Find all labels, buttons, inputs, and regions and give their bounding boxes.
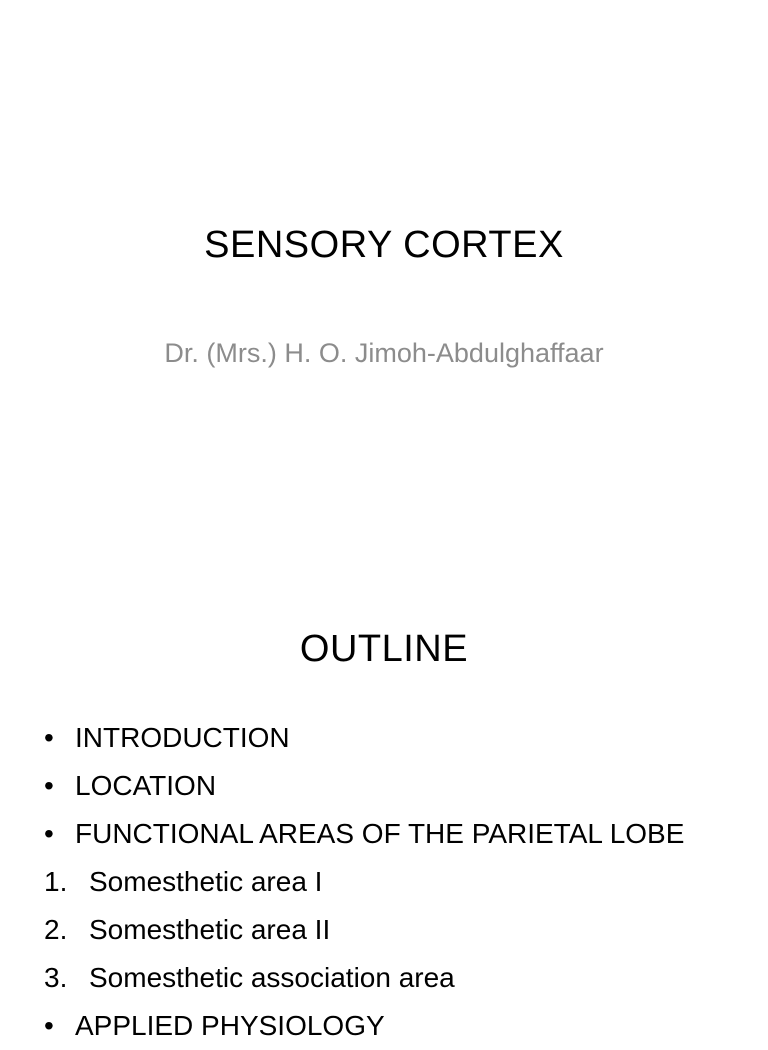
- outline-item-text: Somesthetic area I: [89, 866, 323, 897]
- bullet-marker: •: [44, 722, 54, 753]
- outline-item-text: Somesthetic association area: [89, 962, 455, 993]
- slide-subtitle: Dr. (Mrs.) H. O. Jimoh-Abdulghaffaar: [164, 338, 604, 368]
- bullet-marker: •: [44, 770, 54, 801]
- outline-item-text: Somesthetic area II: [89, 914, 331, 945]
- bullet-marker: •: [44, 1010, 54, 1041]
- slide-title: SENSORY CORTEX: [204, 224, 564, 266]
- outline-item-text: LOCATION: [75, 770, 217, 801]
- outline-item-text: INTRODUCTION: [75, 722, 290, 753]
- outline-title: OUTLINE: [299, 628, 469, 670]
- outline-slide: [0, 576, 768, 1041]
- bullet-marker: •: [44, 818, 54, 849]
- outline-item-text: APPLIED PHYSIOLOGY: [75, 1010, 385, 1041]
- number-marker: 2.: [44, 914, 68, 945]
- number-marker: 1.: [44, 866, 68, 897]
- outline-item-text: FUNCTIONAL AREAS OF THE PARIETAL LOBE: [75, 818, 685, 849]
- number-marker: 3.: [44, 962, 68, 993]
